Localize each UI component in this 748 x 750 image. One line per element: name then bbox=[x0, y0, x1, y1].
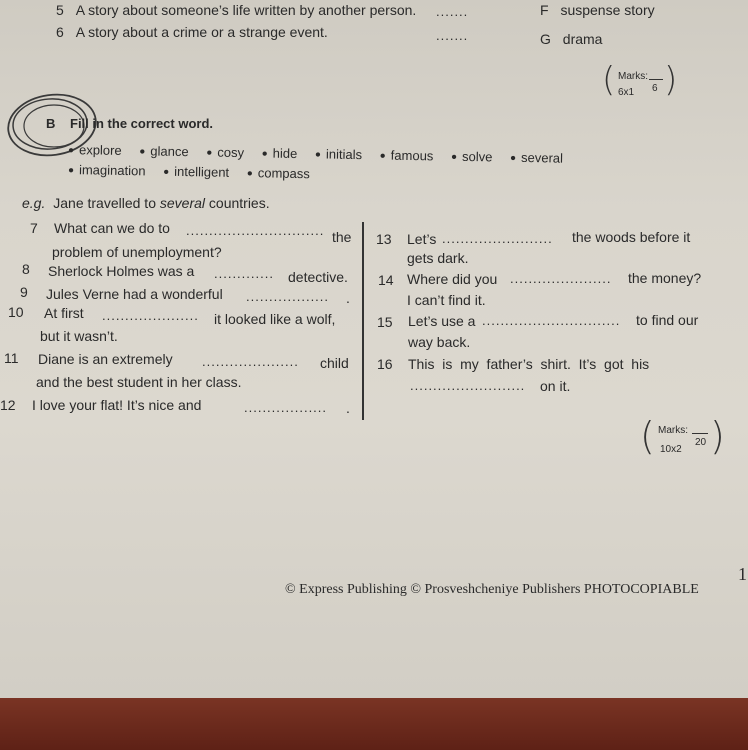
bullet-icon: ● bbox=[450, 151, 458, 163]
copyright-footer: © Express Publishing © Prosveshcheniye Publishers PHOTOCOPIABLE bbox=[285, 582, 699, 597]
answer-blank: ..................... bbox=[102, 308, 199, 323]
option-letter: F bbox=[540, 2, 549, 18]
item-text: way back. bbox=[408, 334, 471, 350]
answer-blank: .................. bbox=[244, 400, 328, 415]
word-bank-item: intelligent bbox=[174, 163, 230, 180]
open-paren: ( bbox=[640, 414, 655, 458]
example-answer: several bbox=[159, 195, 206, 211]
answer-blank: ....... bbox=[436, 4, 469, 19]
item-text: to find our bbox=[636, 312, 699, 328]
item-number: 15 bbox=[377, 314, 393, 330]
close-paren: ) bbox=[710, 414, 725, 458]
item-text: Sherlock Holmes was a bbox=[48, 263, 195, 279]
word-bank-item: solve bbox=[461, 148, 493, 165]
bullet-icon: ● bbox=[206, 147, 213, 159]
example-text: Jane travelled to bbox=[53, 195, 160, 211]
item-text: Let’s bbox=[407, 231, 437, 247]
item-text: This is my father’s shirt. It’s got his bbox=[408, 356, 650, 372]
marks-label: Marks: bbox=[658, 425, 688, 436]
word-bank-item: hide bbox=[272, 145, 298, 162]
item-text: . bbox=[346, 290, 350, 306]
item-text: I can’t find it. bbox=[407, 292, 486, 308]
word-bank-item: cosy bbox=[217, 144, 245, 161]
item-number: 12 bbox=[0, 397, 16, 413]
open-paren: ( bbox=[602, 60, 616, 100]
item-text: Let’s use a bbox=[408, 313, 476, 329]
item-text: on it. bbox=[540, 378, 571, 394]
option-text: suspense story bbox=[560, 2, 655, 18]
bullet-icon: ● bbox=[139, 146, 146, 158]
fraction-line bbox=[692, 433, 708, 434]
bullet-icon: ● bbox=[379, 150, 386, 162]
table-surface bbox=[0, 698, 748, 750]
example-text: countries. bbox=[205, 195, 270, 211]
item-text: gets dark. bbox=[407, 250, 469, 266]
answer-blank: ......................... bbox=[410, 378, 526, 393]
item-text: I love your flat! It’s nice and bbox=[32, 397, 202, 413]
answer-blank: .................. bbox=[246, 289, 330, 304]
word-bank-item: several bbox=[520, 149, 564, 166]
fraction-line bbox=[649, 79, 663, 80]
bullet-icon: ● bbox=[67, 145, 75, 157]
answer-blank: ...................... bbox=[510, 271, 612, 286]
bullet-icon: ● bbox=[67, 165, 75, 177]
option-letter: G bbox=[540, 31, 551, 47]
section-instruction: Fill in the correct word. bbox=[70, 116, 214, 131]
option-f bbox=[540, 2, 655, 18]
word-bank-item: initials bbox=[325, 146, 363, 163]
word-bank-item: explore bbox=[78, 142, 122, 158]
marks-label: Marks: bbox=[618, 71, 648, 82]
item-text: Where did you bbox=[407, 271, 498, 287]
answer-blank: .............................. bbox=[482, 313, 621, 328]
example-prefix: e.g. bbox=[22, 195, 46, 211]
word-bank-item: imagination bbox=[78, 162, 146, 179]
marks-calc: 6x1 bbox=[618, 87, 635, 98]
marks-total: 6 bbox=[652, 83, 658, 94]
item-number: 13 bbox=[376, 231, 392, 247]
item-6 bbox=[56, 24, 328, 40]
bullet-icon: ● bbox=[163, 166, 170, 178]
column-divider bbox=[362, 222, 364, 420]
item-number: 9 bbox=[20, 284, 28, 300]
answer-blank: ..................... bbox=[202, 354, 299, 369]
item-text: but it wasn’t. bbox=[40, 328, 118, 344]
item-text: the woods before it bbox=[572, 229, 691, 245]
item-text: the money? bbox=[628, 270, 702, 286]
item-text: What can we do to bbox=[54, 220, 170, 236]
item-5 bbox=[56, 2, 416, 18]
item-text: A story about a crime or a strange event. bbox=[75, 24, 328, 40]
bullet-icon: ● bbox=[509, 152, 517, 164]
item-text: . bbox=[346, 400, 350, 416]
bullet-icon: ● bbox=[246, 168, 253, 180]
section-letter: B bbox=[46, 116, 56, 131]
answer-blank: ....... bbox=[436, 28, 469, 43]
word-bank-item: famous bbox=[390, 147, 434, 164]
bullet-icon: ● bbox=[261, 148, 268, 160]
answer-blank: ............. bbox=[214, 266, 274, 281]
item-text: At first bbox=[44, 305, 84, 321]
option-text: drama bbox=[562, 31, 603, 47]
marks-calc: 10x2 bbox=[660, 444, 682, 455]
item-number: 14 bbox=[378, 272, 394, 288]
item-text: A story about someone’s life written by another person. bbox=[75, 2, 417, 18]
item-text: and the best student in her class. bbox=[36, 374, 242, 390]
item-number: 10 bbox=[8, 304, 24, 320]
item-number: 5 bbox=[56, 2, 64, 18]
word-bank-item: compass bbox=[257, 165, 310, 182]
item-text: detective. bbox=[288, 269, 348, 285]
item-number: 16 bbox=[377, 356, 393, 372]
answer-blank: ........................ bbox=[442, 231, 553, 246]
item-text: the bbox=[332, 229, 352, 245]
marks-total: 20 bbox=[695, 437, 707, 448]
option-g bbox=[540, 31, 602, 47]
example-sentence bbox=[22, 195, 270, 211]
page-number: 1 bbox=[738, 564, 747, 584]
item-number: 8 bbox=[22, 261, 30, 277]
answer-blank: .............................. bbox=[186, 223, 325, 238]
item-text: it looked like a wolf, bbox=[214, 311, 336, 327]
item-number: 7 bbox=[30, 220, 38, 236]
bullet-icon: ● bbox=[314, 149, 322, 161]
item-text: Jules Verne had a wonderful bbox=[46, 286, 223, 302]
item-text: problem of unemployment? bbox=[52, 244, 222, 260]
close-paren: ) bbox=[664, 60, 678, 100]
item-text: Diane is an extremely bbox=[38, 351, 173, 367]
item-number: 11 bbox=[4, 350, 19, 366]
item-number: 6 bbox=[56, 24, 64, 40]
item-text: child bbox=[320, 355, 349, 371]
word-bank-item: glance bbox=[150, 143, 189, 160]
